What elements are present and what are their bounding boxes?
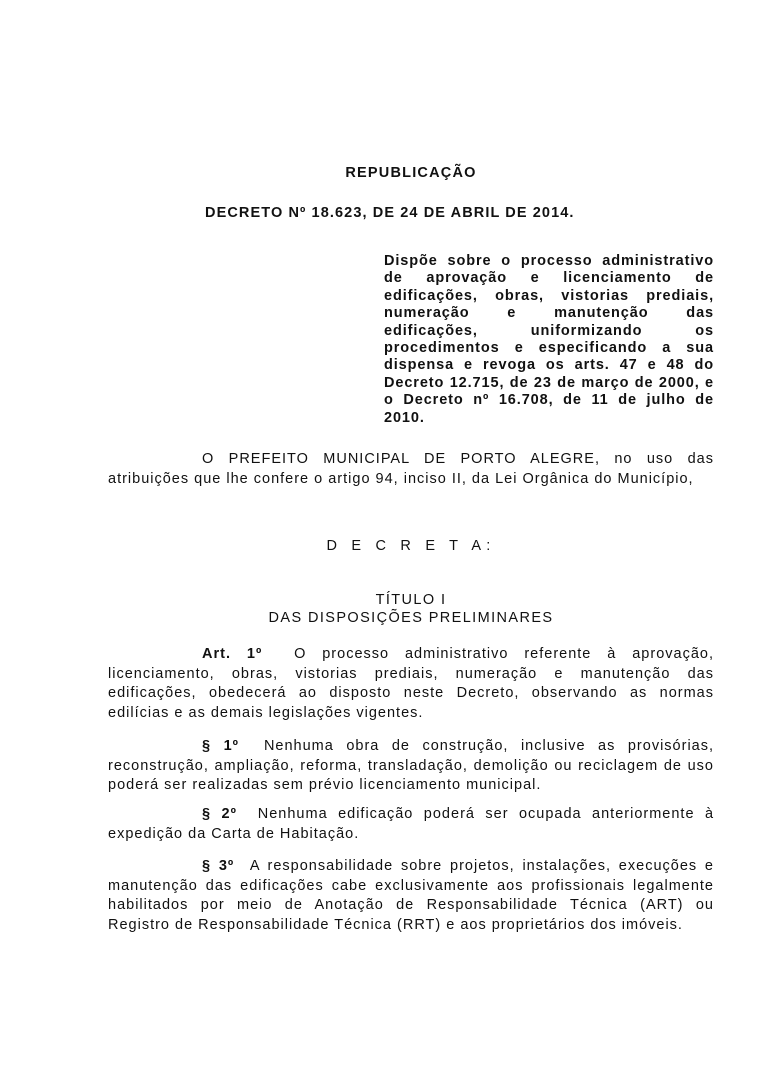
paragraph-3-text: A responsabilidade sobre projetos, instalações, execuções e manutenção das edificações cabe exclusivamente aos profissionais legalmente habilitados por meio de Anotação de Responsabilidade Técnica (ART) ou Registro de Responsabilidade Técnica (RRT) e aos proprietários dos imóveis. xyxy=(108,858,714,933)
decree-title: DECRETO Nº 18.623, DE 24 DE ABRIL DE 2014. xyxy=(205,205,575,221)
preamble-paragraph: O PREFEITO MUNICIPAL DE PORTO ALEGRE, no uso das atribuições que lhe confere o artigo 94, inciso II, da Lei Orgânica do Município, xyxy=(108,451,714,487)
paragraph-1-text: Nenhuma obra de construção, inclusive as provisórias, reconstrução, ampliação, reforma, transladação, demolição ou reciclagem de uso poderá ser realizadas sem prévio licenciamento municipal. xyxy=(108,738,715,793)
article-1-text: O processo administrativo referente à aprovação, licenciamento, obras, vistorias prediais, numeração e manutenção das edificações, obedecerá ao disposto neste Decreto, observando as normas edilícias e as demais legislações vigentes. xyxy=(108,646,714,721)
paragraph-1-label: § 1º xyxy=(202,738,239,754)
paragraph-2-text: Nenhuma edificação poderá ser ocupada anteriormente à expedição da Carta de Habitação. xyxy=(108,806,715,842)
ementa-summary: Dispõe sobre o processo administrativo de aprovação e licenciamento de edificações, obras, vistorias prediais, numeração e manutenção das edificações, uniformizando os procedimentos e especificando a sua dispensa e revoga os arts. 47 e 48 do Decreto 12.715, de 23 de março de 2000, e o Decreto nº 16.708, de 11 de julho de 2010. xyxy=(384,253,714,426)
paragraph-3 xyxy=(108,857,714,935)
title-number: TÍTULO I xyxy=(375,592,447,608)
article-1-label: Art. 1º xyxy=(202,646,263,662)
republication-heading: REPUBLICAÇÃO xyxy=(345,165,477,181)
paragraph-3-label: § 3º xyxy=(202,858,235,874)
paragraph-2 xyxy=(108,805,714,844)
article-1 xyxy=(108,645,714,723)
title-name: DAS DISPOSIÇÕES PRELIMINARES xyxy=(268,610,554,626)
paragraph-2-label: § 2º xyxy=(202,806,237,822)
decreta-heading: D E C R E T A: xyxy=(326,538,496,554)
paragraph-1 xyxy=(108,737,714,796)
